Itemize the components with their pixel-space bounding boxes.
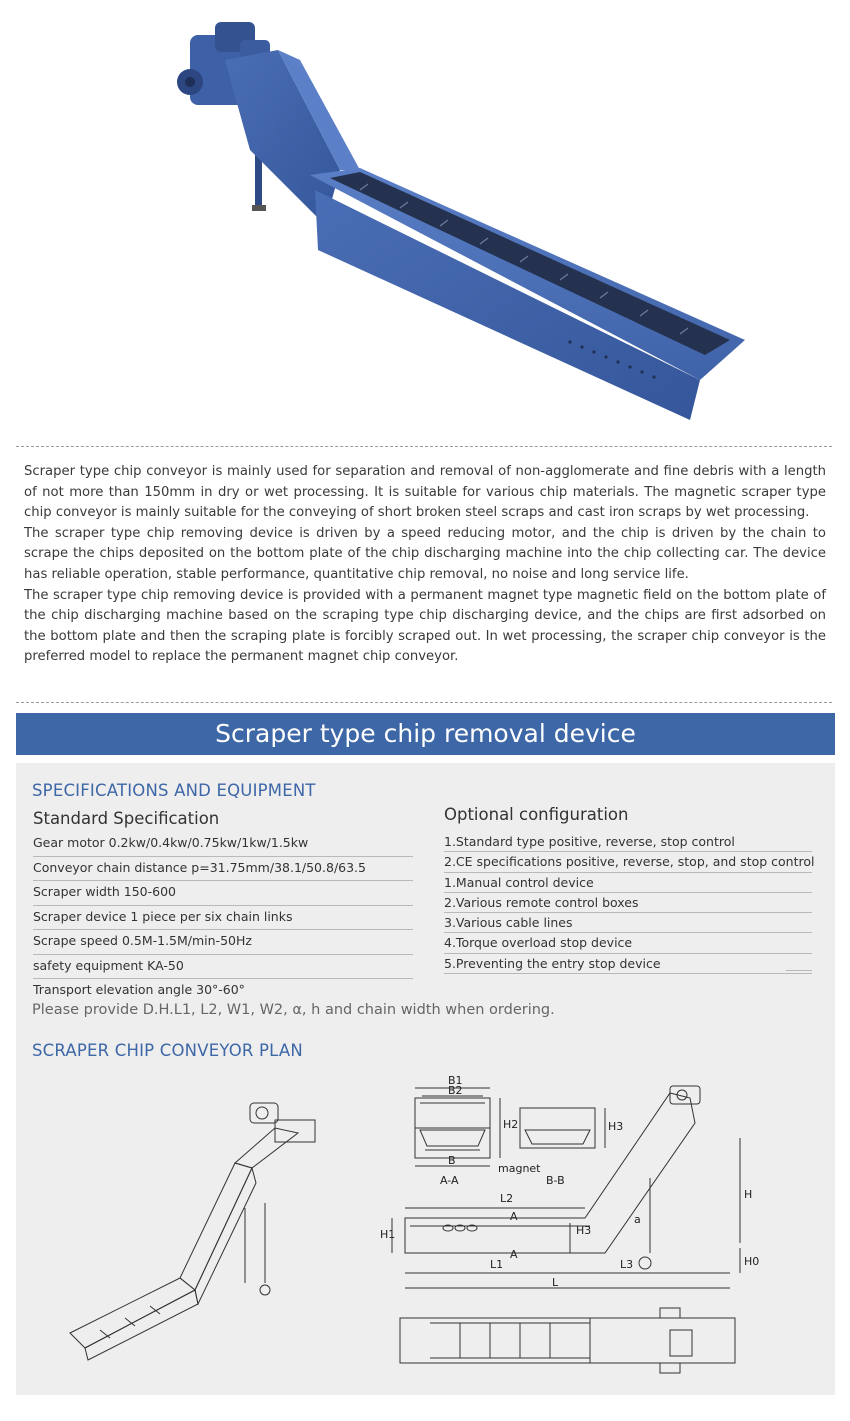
conveyor-plan-drawing [30, 1068, 825, 1388]
label-h3-section: H3 [608, 1120, 624, 1133]
standard-spec-title: Standard Specification [33, 809, 220, 828]
label-h3: H3 [576, 1224, 592, 1237]
option-item: 1.Manual control device [444, 873, 812, 893]
spec-item: Scrape speed 0.5M-1.5M/min-50Hz [33, 930, 413, 955]
intro-text [24, 462, 826, 668]
divider-top [16, 446, 832, 447]
section-bb [520, 1108, 605, 1148]
label-a-top: A [510, 1210, 518, 1223]
intro-paragraph-2: The scraper type chip removing device is driven by a speed reducing motor, and the chip is driven by the chain to scrape the chips deposited on the bottom plate of the chip discharging machine into the chip collecting car. The device has reliable operation, stable performance, quantitative chip removal, no noise and long service life. [24, 525, 826, 582]
option-item: 1.Standard type positive, reverse, stop control [444, 832, 812, 852]
side-elevation [392, 1086, 740, 1288]
option-item: 4.Torque overload stop device [444, 933, 812, 953]
label-a-bottom: A [510, 1248, 518, 1261]
label-h1: H1 [380, 1228, 396, 1241]
divider-bottom [16, 702, 832, 703]
label-b2: B2 [448, 1084, 463, 1097]
spec-item: safety equipment KA-50 [33, 955, 413, 980]
spec-item: Transport elevation angle 30°-60° [33, 982, 245, 997]
label-l1: L1 [490, 1258, 504, 1271]
plan-view [400, 1308, 735, 1373]
standard-spec-list [33, 832, 413, 1003]
intro-paragraph-1: Scraper type chip conveyor is mainly used for separation and removal of non-agglomerate and fine debris with a length of not more than 150mm in dry or wet processing. It is suitable for various chip materials. The magnetic scraper type chip conveyor is mainly suitable for the conveying of short broken steel scraps and cast iron scraps by wet processing. [24, 464, 826, 521]
label-l: L [552, 1276, 559, 1289]
label-h: H [744, 1188, 753, 1201]
option-item: 3.Various cable lines [444, 913, 812, 933]
label-aa: A-A [440, 1174, 459, 1187]
option-item: 5.Preventing the entry stop device [444, 954, 812, 974]
label-bb: B-B [546, 1174, 565, 1187]
intro-paragraph-3: The scraper type chip removing device is provided with a permanent magnet type magnetic field on the bottom plate of the chip discharging machine based on the scraping type chip discharging device, and the chips are first adsorbed on the bottom plate and then the scraping plate is forcibly scraped out. In wet processing, the scraper chip conveyor is the preferred model to replace the permanent magnet chip conveyor. [24, 587, 826, 665]
spec-item: Scraper device 1 piece per six chain links [33, 906, 413, 931]
label-l3: L3 [620, 1258, 634, 1271]
optional-config-title: Optional configuration [444, 805, 629, 824]
option-divider [786, 970, 812, 971]
section-aa [415, 1088, 500, 1166]
specs-section-title: SPECIFICATIONS AND EQUIPMENT [32, 781, 316, 800]
spec-item: Conveyor chain distance p=31.75mm/38.1/50.8/63.5 [33, 857, 413, 882]
section-banner: Scraper type chip removal device [16, 713, 835, 755]
label-h2: H2 [503, 1118, 519, 1131]
product-image [0, 0, 850, 440]
label-h0: H0 [744, 1255, 760, 1268]
label-l2: L2 [500, 1192, 514, 1205]
spec-item: Scraper width 150-600 [33, 881, 413, 906]
order-note: Please provide D.H.L1, L2, W1, W2, α, h and chain width when ordering. [32, 1002, 555, 1018]
option-item: 2.CE specifications positive, reverse, stop, and stop control [444, 852, 812, 872]
isometric-sketch [70, 1103, 315, 1360]
label-b: B [448, 1154, 456, 1167]
label-alpha: a [634, 1213, 641, 1226]
label-b1: B1 [448, 1074, 463, 1087]
label-magnet: magnet [498, 1162, 541, 1175]
option-item: 2.Various remote control boxes [444, 893, 812, 913]
spec-item: Gear motor 0.2kw/0.4kw/0.75kw/1kw/1.5kw [33, 832, 413, 857]
optional-config-list [444, 832, 815, 974]
plan-section-title: SCRAPER CHIP CONVEYOR PLAN [32, 1041, 303, 1060]
